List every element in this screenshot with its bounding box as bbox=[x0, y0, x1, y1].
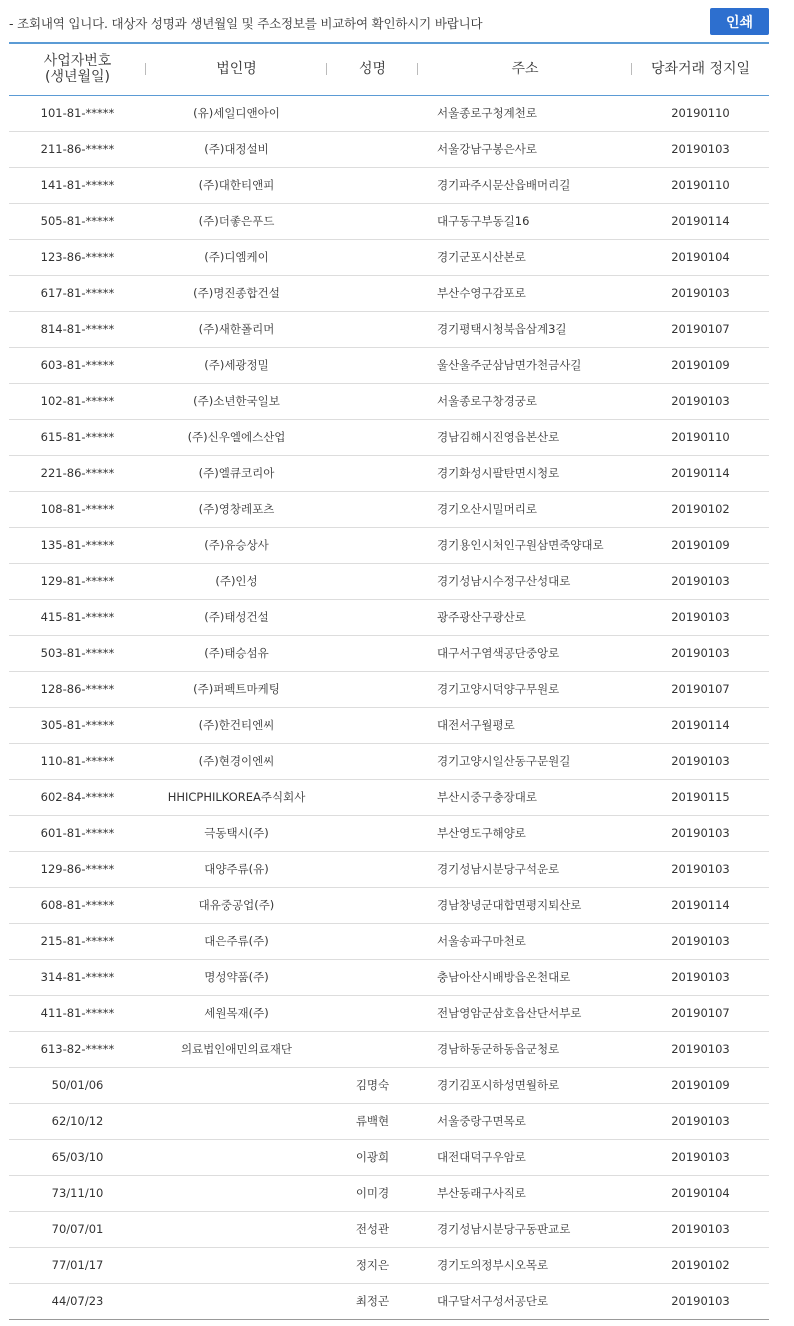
cell-stop-date: 20190103 bbox=[632, 959, 769, 995]
table-row bbox=[9, 95, 769, 131]
cell-address: 경기성남시수정구산성대로 bbox=[418, 563, 632, 599]
cell-stop-date: 20190102 bbox=[632, 491, 769, 527]
cell-corp-name: (주)현경이엔씨 bbox=[146, 743, 327, 779]
cell-corp-name bbox=[146, 1067, 327, 1103]
table-row bbox=[9, 599, 769, 635]
table-row bbox=[9, 923, 769, 959]
cell-bizno: 123-86-***** bbox=[9, 239, 146, 275]
cell-stop-date: 20190104 bbox=[632, 239, 769, 275]
cell-stop-date: 20190104 bbox=[632, 1175, 769, 1211]
table-row bbox=[9, 635, 769, 671]
cell-stop-date: 20190110 bbox=[632, 95, 769, 131]
table-header-row bbox=[9, 43, 769, 95]
cell-stop-date: 20190109 bbox=[632, 1067, 769, 1103]
cell-address: 경기평택시청북읍삼계3길 bbox=[418, 311, 632, 347]
table-row bbox=[9, 1247, 769, 1283]
header-stop-date-label: 당좌거래 정지일 bbox=[650, 61, 751, 78]
cell-corp-name: 대은주류(주) bbox=[146, 923, 327, 959]
cell-corp-name bbox=[146, 1103, 327, 1139]
cell-stop-date: 20190110 bbox=[632, 419, 769, 455]
cell-stop-date: 20190103 bbox=[632, 851, 769, 887]
cell-corp-name: HHICPHILKOREA주식회사 bbox=[146, 779, 327, 815]
cell-address: 경기파주시문산읍배머리길 bbox=[418, 167, 632, 203]
table-row bbox=[9, 383, 769, 419]
cell-corp-name: 대유중공업(주) bbox=[146, 887, 327, 923]
cell-corp-name: (주)인성 bbox=[146, 563, 327, 599]
cell-bizno: 135-81-***** bbox=[9, 527, 146, 563]
cell-person-name bbox=[327, 599, 418, 635]
cell-corp-name: (주)세광정밀 bbox=[146, 347, 327, 383]
cell-address: 경기도의정부시오목로 bbox=[418, 1247, 632, 1283]
cell-person-name: 김명숙 bbox=[327, 1067, 418, 1103]
cell-stop-date: 20190103 bbox=[632, 743, 769, 779]
table-row bbox=[9, 671, 769, 707]
table-row bbox=[9, 239, 769, 275]
cell-person-name bbox=[327, 959, 418, 995]
cell-bizno: 603-81-***** bbox=[9, 347, 146, 383]
cell-person-name: 정지은 bbox=[327, 1247, 418, 1283]
cell-address: 대구달서구성서공단로 bbox=[418, 1283, 632, 1319]
cell-person-name bbox=[327, 419, 418, 455]
cell-person-name bbox=[327, 275, 418, 311]
cell-address: 전남영암군삼호읍산단서부로 bbox=[418, 995, 632, 1031]
table-row bbox=[9, 707, 769, 743]
header-stop-date bbox=[632, 43, 769, 95]
cell-bizno: 73/11/10 bbox=[9, 1175, 146, 1211]
cell-address: 서울송파구마천로 bbox=[418, 923, 632, 959]
cell-bizno: 601-81-***** bbox=[9, 815, 146, 851]
cell-corp-name: (주)대한티앤피 bbox=[146, 167, 327, 203]
cell-address: 경남김해시진영읍본산로 bbox=[418, 419, 632, 455]
table-row bbox=[9, 851, 769, 887]
cell-stop-date: 20190102 bbox=[632, 1247, 769, 1283]
table-row bbox=[9, 131, 769, 167]
cell-corp-name: (주)퍼펙트마케팅 bbox=[146, 671, 327, 707]
cell-corp-name: (주)태성건설 bbox=[146, 599, 327, 635]
cell-bizno: 62/10/12 bbox=[9, 1103, 146, 1139]
header-address bbox=[418, 43, 632, 95]
cell-stop-date: 20190103 bbox=[632, 1283, 769, 1319]
table-row bbox=[9, 1175, 769, 1211]
cell-bizno: 44/07/23 bbox=[9, 1283, 146, 1319]
cell-address: 경기군포시산본로 bbox=[418, 239, 632, 275]
cell-person-name bbox=[327, 347, 418, 383]
header-bizno bbox=[9, 43, 146, 95]
cell-corp-name bbox=[146, 1211, 327, 1247]
cell-address: 경기고양시덕양구무원로 bbox=[418, 671, 632, 707]
table-row bbox=[9, 203, 769, 239]
cell-stop-date: 20190103 bbox=[632, 1139, 769, 1175]
cell-address: 서울중랑구면목로 bbox=[418, 1103, 632, 1139]
cell-address: 대전대덕구우암로 bbox=[418, 1139, 632, 1175]
cell-address: 경기성남시분당구석운로 bbox=[418, 851, 632, 887]
cell-person-name bbox=[327, 743, 418, 779]
cell-corp-name bbox=[146, 1283, 327, 1319]
cell-corp-name bbox=[146, 1139, 327, 1175]
cell-person-name: 전성관 bbox=[327, 1211, 418, 1247]
cell-person-name: 류백현 bbox=[327, 1103, 418, 1139]
cell-corp-name: (주)유승상사 bbox=[146, 527, 327, 563]
cell-person-name bbox=[327, 311, 418, 347]
cell-bizno: 602-84-***** bbox=[9, 779, 146, 815]
cell-stop-date: 20190103 bbox=[632, 635, 769, 671]
cell-person-name: 이미경 bbox=[327, 1175, 418, 1211]
cell-address: 서울강남구봉은사로 bbox=[418, 131, 632, 167]
cell-corp-name: 세원목재(주) bbox=[146, 995, 327, 1031]
cell-corp-name: 대양주류(유) bbox=[146, 851, 327, 887]
cell-person-name bbox=[327, 167, 418, 203]
cell-address: 경기화성시팔탄면시청로 bbox=[418, 455, 632, 491]
cell-stop-date: 20190103 bbox=[632, 383, 769, 419]
cell-address: 경기용인시처인구원삼면죽양대로 bbox=[418, 527, 632, 563]
cell-person-name: 최정곤 bbox=[327, 1283, 418, 1319]
cell-bizno: 128-86-***** bbox=[9, 671, 146, 707]
cell-person-name bbox=[327, 779, 418, 815]
cell-bizno: 211-86-***** bbox=[9, 131, 146, 167]
cell-address: 울산울주군삼남면가천금사길 bbox=[418, 347, 632, 383]
cell-person-name bbox=[327, 815, 418, 851]
cell-corp-name: 극동택시(주) bbox=[146, 815, 327, 851]
cell-bizno: 415-81-***** bbox=[9, 599, 146, 635]
cell-corp-name: (유)세일디앤아이 bbox=[146, 95, 327, 131]
cell-stop-date: 20190103 bbox=[632, 131, 769, 167]
header-corp-label: 법인명 bbox=[216, 61, 257, 78]
cell-address: 서울종로구청계천로 bbox=[418, 95, 632, 131]
table-row bbox=[9, 1211, 769, 1247]
cell-corp-name: (주)명진종합건설 bbox=[146, 275, 327, 311]
cell-address: 충남아산시배방읍온천대로 bbox=[418, 959, 632, 995]
cell-address: 경남하동군하동읍군청로 bbox=[418, 1031, 632, 1067]
cell-corp-name: (주)소년한국일보 bbox=[146, 383, 327, 419]
cell-address: 경기오산시밀머리로 bbox=[418, 491, 632, 527]
cell-address: 부산수영구감포로 bbox=[418, 275, 632, 311]
cell-address: 경기김포시하성면월하로 bbox=[418, 1067, 632, 1103]
cell-corp-name bbox=[146, 1175, 327, 1211]
cell-stop-date: 20190103 bbox=[632, 599, 769, 635]
cell-corp-name: (주)영창레포츠 bbox=[146, 491, 327, 527]
cell-person-name bbox=[327, 491, 418, 527]
print-button[interactable]: 인쇄 bbox=[710, 8, 769, 35]
cell-bizno: 505-81-***** bbox=[9, 203, 146, 239]
header-address-label: 주소 bbox=[511, 61, 539, 78]
notice-text: - 조회내역 입니다. 대상자 성명과 생년월일 및 주소정보를 비교하여 확인하시기 바랍니다 bbox=[9, 16, 483, 31]
cell-stop-date: 20190114 bbox=[632, 203, 769, 239]
cell-bizno: 141-81-***** bbox=[9, 167, 146, 203]
cell-person-name bbox=[327, 203, 418, 239]
table-row bbox=[9, 311, 769, 347]
cell-bizno: 305-81-***** bbox=[9, 707, 146, 743]
cell-stop-date: 20190103 bbox=[632, 1211, 769, 1247]
cell-stop-date: 20190107 bbox=[632, 995, 769, 1031]
cell-person-name bbox=[327, 95, 418, 131]
cell-person-name: 이광희 bbox=[327, 1139, 418, 1175]
table-row bbox=[9, 815, 769, 851]
cell-stop-date: 20190103 bbox=[632, 1031, 769, 1067]
cell-stop-date: 20190107 bbox=[632, 311, 769, 347]
cell-address: 대구서구염색공단중앙로 bbox=[418, 635, 632, 671]
cell-bizno: 108-81-***** bbox=[9, 491, 146, 527]
cell-bizno: 215-81-***** bbox=[9, 923, 146, 959]
table-row bbox=[9, 959, 769, 995]
cell-address: 대구동구부동길16 bbox=[418, 203, 632, 239]
cell-bizno: 503-81-***** bbox=[9, 635, 146, 671]
cell-bizno: 608-81-***** bbox=[9, 887, 146, 923]
cell-corp-name: (주)태승섬유 bbox=[146, 635, 327, 671]
cell-bizno: 129-81-***** bbox=[9, 563, 146, 599]
cell-stop-date: 20190103 bbox=[632, 815, 769, 851]
cell-person-name bbox=[327, 671, 418, 707]
cell-bizno: 615-81-***** bbox=[9, 419, 146, 455]
cell-person-name bbox=[327, 887, 418, 923]
cell-corp-name: 명성약품(주) bbox=[146, 959, 327, 995]
cell-corp-name: (주)한건티엔씨 bbox=[146, 707, 327, 743]
cell-bizno: 110-81-***** bbox=[9, 743, 146, 779]
table-row bbox=[9, 455, 769, 491]
cell-bizno: 411-81-***** bbox=[9, 995, 146, 1031]
cell-stop-date: 20190103 bbox=[632, 563, 769, 599]
cell-bizno: 65/03/10 bbox=[9, 1139, 146, 1175]
cell-stop-date: 20190110 bbox=[632, 167, 769, 203]
header-name-label: 성명 bbox=[358, 61, 387, 78]
table-row bbox=[9, 779, 769, 815]
cell-person-name bbox=[327, 131, 418, 167]
cell-bizno: 70/07/01 bbox=[9, 1211, 146, 1247]
cell-stop-date: 20190107 bbox=[632, 671, 769, 707]
cell-person-name bbox=[327, 563, 418, 599]
table-row bbox=[9, 563, 769, 599]
table-row bbox=[9, 275, 769, 311]
table-row bbox=[9, 419, 769, 455]
table-row bbox=[9, 167, 769, 203]
cell-bizno: 50/01/06 bbox=[9, 1067, 146, 1103]
cell-person-name bbox=[327, 707, 418, 743]
cell-stop-date: 20190109 bbox=[632, 347, 769, 383]
cell-bizno: 814-81-***** bbox=[9, 311, 146, 347]
cell-corp-name bbox=[146, 1247, 327, 1283]
cell-person-name bbox=[327, 851, 418, 887]
cell-stop-date: 20190114 bbox=[632, 707, 769, 743]
cell-stop-date: 20190103 bbox=[632, 1103, 769, 1139]
cell-corp-name: (주)신우엘에스산업 bbox=[146, 419, 327, 455]
table-row bbox=[9, 1067, 769, 1103]
cell-stop-date: 20190103 bbox=[632, 923, 769, 959]
table-row bbox=[9, 347, 769, 383]
cell-bizno: 314-81-***** bbox=[9, 959, 146, 995]
results-table bbox=[9, 42, 769, 1320]
cell-bizno: 221-86-***** bbox=[9, 455, 146, 491]
cell-corp-name: 의료법인애민의료재단 bbox=[146, 1031, 327, 1067]
table-row bbox=[9, 995, 769, 1031]
cell-address: 경남창녕군대합면평지퇴산로 bbox=[418, 887, 632, 923]
cell-person-name bbox=[327, 635, 418, 671]
cell-stop-date: 20190114 bbox=[632, 887, 769, 923]
cell-address: 경기고양시일산동구문원길 bbox=[418, 743, 632, 779]
cell-person-name bbox=[327, 1031, 418, 1067]
cell-stop-date: 20190114 bbox=[632, 455, 769, 491]
cell-stop-date: 20190115 bbox=[632, 779, 769, 815]
table-row bbox=[9, 491, 769, 527]
table-row bbox=[9, 1283, 769, 1319]
cell-bizno: 617-81-***** bbox=[9, 275, 146, 311]
cell-address: 부산시중구충장대로 bbox=[418, 779, 632, 815]
table-row bbox=[9, 887, 769, 923]
cell-person-name bbox=[327, 923, 418, 959]
cell-address: 광주광산구광산로 bbox=[418, 599, 632, 635]
cell-person-name bbox=[327, 239, 418, 275]
cell-bizno: 101-81-***** bbox=[9, 95, 146, 131]
cell-person-name bbox=[327, 383, 418, 419]
cell-corp-name: (주)엘큐코리아 bbox=[146, 455, 327, 491]
table-row bbox=[9, 1103, 769, 1139]
cell-corp-name: (주)새한폴리머 bbox=[146, 311, 327, 347]
header-bizno-line1: 사업자번호 bbox=[43, 53, 112, 70]
table-row bbox=[9, 1031, 769, 1067]
table-body bbox=[9, 95, 769, 1319]
header-name bbox=[327, 43, 418, 95]
cell-bizno: 613-82-***** bbox=[9, 1031, 146, 1067]
cell-bizno: 102-81-***** bbox=[9, 383, 146, 419]
cell-address: 부산동래구사직로 bbox=[418, 1175, 632, 1211]
cell-address: 경기성남시분당구동판교로 bbox=[418, 1211, 632, 1247]
table-row bbox=[9, 1139, 769, 1175]
cell-corp-name: (주)대정설비 bbox=[146, 131, 327, 167]
cell-stop-date: 20190103 bbox=[632, 275, 769, 311]
cell-address: 부산영도구해양로 bbox=[418, 815, 632, 851]
cell-person-name bbox=[327, 527, 418, 563]
cell-person-name bbox=[327, 455, 418, 491]
cell-address: 대전서구월평로 bbox=[418, 707, 632, 743]
table-row bbox=[9, 527, 769, 563]
cell-bizno: 77/01/17 bbox=[9, 1247, 146, 1283]
cell-address: 서울종로구창경궁로 bbox=[418, 383, 632, 419]
cell-person-name bbox=[327, 995, 418, 1031]
cell-corp-name: (주)더좋은푸드 bbox=[146, 203, 327, 239]
cell-bizno: 129-86-***** bbox=[9, 851, 146, 887]
table-row bbox=[9, 743, 769, 779]
cell-corp-name: (주)디엠케이 bbox=[146, 239, 327, 275]
cell-stop-date: 20190109 bbox=[632, 527, 769, 563]
header-bizno-line2: (생년월일) bbox=[44, 69, 111, 86]
header-corp bbox=[146, 43, 327, 95]
